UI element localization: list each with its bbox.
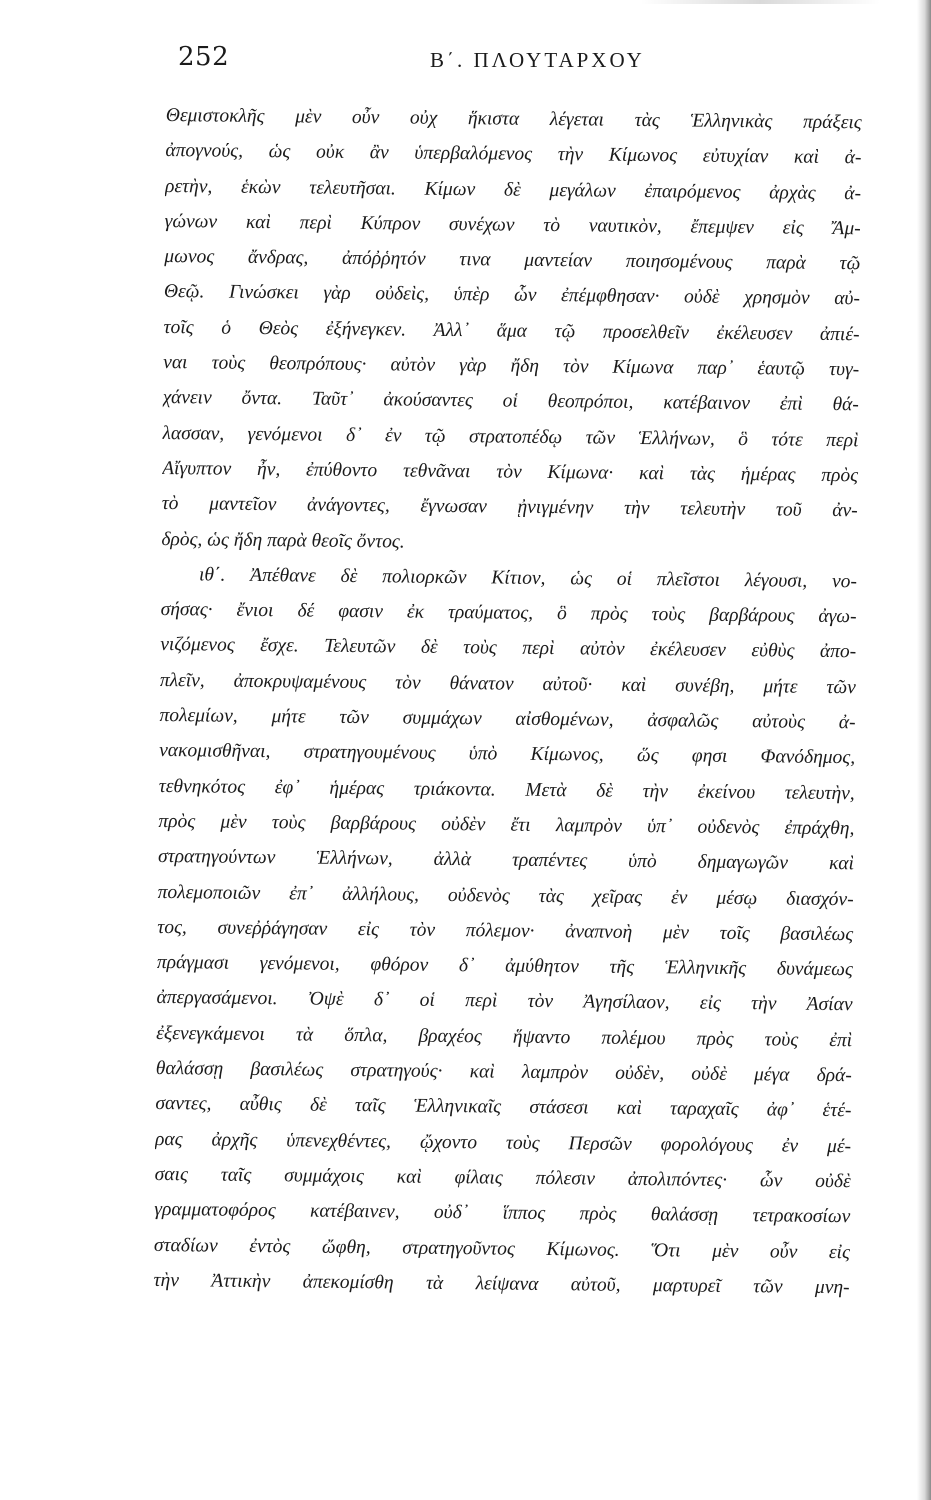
text-line: ναι τοὺς θεοπρόπους· αὐτὸν γὰρ ἤδη τὸν Κίμωνα παρ᾽ ἑαυτῷ τυγ-: [163, 352, 860, 381]
text-line: γραμματοφόρος κατέβαινεν, οὐδ᾽ ἵππος πρὸς θαλάσσῃ τετρακοσίων: [154, 1199, 851, 1228]
text-line: σήσας· ἔνιοι δέ φασιν ἐκ τραύματος, ὃ πρὸς τοὺς βαρβάρους ἀγω-: [160, 599, 857, 628]
text-line: πλεῖν, ἀποκρυψαμένους τὸν θάνατον αὐτοῦ· καὶ συνέβη, μήτε τῶν: [159, 669, 856, 699]
text-line: τοῖς ὁ Θεὸς ἐξήνεγκεν. Ἀλλ᾽ ἅμα τῷ προσελθεῖν ἐκέλευσεν ἀπιέ-: [163, 316, 860, 346]
text-line: σταδίων ἐντὸς ὤφθη, στρατηγοῦντος Κίμωνος. Ὅτι μὲν οὖν εἰς: [153, 1234, 851, 1263]
text-line: πολεμίων, μήτε τῶν συμμάχων αἰσθομένων, ἀσφαλῶς αὐτοὺς ἀ-: [159, 705, 856, 734]
text-line: τεθνηκότος ἐφ᾽ ἡμέρας τριάκοντα. Μετὰ δὲ τὴν ἐκείνου τελευτὴν,: [158, 775, 855, 804]
text-line: ἀπεργασάμενοι. Ὀψὲ δ᾽ οἱ περὶ τὸν Ἀγησίλαον, εἰς τὴν Ἀσίαν: [156, 987, 853, 1016]
text-line: στρατηγούντων Ἑλλήνων, ἀλλὰ τραπέντες ὑπὸ δημαγωγῶν καὶ: [157, 846, 855, 875]
page-header: [178, 42, 868, 82]
text-line: τὴν Ἀττικὴν ἀπεκομίσθη τὰ λείψανα αὐτοῦ, μαρτυρεῖ τῶν μνη-: [153, 1269, 850, 1299]
section-start-line: ιθ΄. Ἀπέθανε δὲ πολιορκῶν Κίτιον, ὡς οἱ πλεῖστοι λέγουσι, νο-: [198, 564, 858, 593]
text-line: Αἴγυπτον ἦν, ἐπύθοντο τεθνᾶναι τὸν Κίμωνα· καὶ τὰς ἡμέρας πρὸς: [162, 457, 859, 487]
text-line: τος, συνεῤῥάγησαν εἰς τὸν πόλεμον· ἀναπνοὴ μὲν τοῖς βασιλέως: [157, 916, 854, 946]
text-line: νιζόμενος ἔσχε. Τελευτῶν δὲ τοὺς περὶ αὐτὸν ἐκέλευσεν εὐθὺς ἀπο-: [160, 634, 857, 663]
text-line: ἐξενεγκάμενοι τὰ ὅπλα, βραχέος ἥψαντο πολέμου πρὸς τοὺς ἐπὶ: [156, 1022, 853, 1051]
text-line: σαντες, αὖθις δὲ ταῖς Ἑλληνικαῖς στάσεσι καὶ ταραχαῖς ἀφ᾽ ἑτέ-: [155, 1093, 852, 1122]
text-line: δρὸς, ὡς ἤδη παρὰ θεοῖς ὄντος.: [161, 528, 405, 553]
text-line: πράγμασι γενόμενοι, φθόρον δ᾽ ἀμύθητον τῆς Ἑλληνικῆς δυνάμεως: [156, 952, 854, 981]
text-line: μωνος ἄνδρας, ἀπόῤῥητόν τινα μαντείαν ποιησομένους παρὰ τῷ: [164, 246, 861, 275]
text-line: γώνων καὶ περὶ Κύπρον συνέχων τὸ ναυτικὸν, ἔπεμψεν εἰς Ἄμ-: [164, 210, 861, 240]
scan-artifact: [640, 0, 880, 4]
text-line: ἀπογνούς, ὡς οὐκ ἂν ὑπερβαλόμενος τὴν Κίμωνος εὐτυχίαν καὶ ἀ-: [165, 140, 862, 169]
text-line: θαλάσσῃ βασιλέως στρατηγούς· καὶ λαμπρὸν οὐδὲν, οὐδὲ μέγα δρά-: [155, 1057, 852, 1087]
running-head: Β΄. ΠΛΟΥΤΑΡΧΟΥ: [430, 48, 645, 72]
text-line: τὸ μαντεῖον ἀνάγοντες, ἔγνωσαν ᾐνιγμένην τὴν τελευτὴν τοῦ ἀν-: [161, 493, 858, 522]
body-text: [153, 98, 862, 1305]
text-line: πρὸς μὲν τοὺς βαρβάρους οὐδὲν ἔτι λαμπρὸν ὑπ᾽ οὐδενὸς ἐπράχθη,: [158, 810, 855, 840]
text-line: Θεῷ. Γινώσκει γὰρ οὐδεὶς, ὑπὲρ ὧν ἐπέμφθησαν· οὐδὲ χρησμὸν αὐ-: [163, 281, 861, 310]
text-line: Θεμιστοκλῆς μὲν οὖν οὐχ ἥκιστα λέγεται τὰς Ἑλληνικὰς πράξεις: [165, 104, 862, 134]
text-line: χάνειν ὄντα. Ταῦτ᾽ ἀκούσαντες οἱ θεοπρόποι, κατέβαινον ἐπὶ θά-: [162, 387, 859, 416]
text-line: πολεμοποιῶν ἐπ᾽ ἀλλήλους, οὐδενὸς τὰς χεῖρας ἐν μέσῳ διασχόν-: [157, 881, 854, 910]
text-line: σαις ταῖς συμμάχοις καὶ φίλαις πόλεσιν ἀπολιπόντες· ὧν οὐδὲ: [154, 1163, 851, 1193]
text-line: ρας ἀρχῆς ὑπενεχθέντες, ᾤχοντο τοὺς Περσῶν φορολόγους ἐν μέ-: [154, 1128, 852, 1157]
text-line: λασσαν, γενόμενοι δ᾽ ἐν τῷ στρατοπέδῳ τῶν Ἑλλήνων, ὃ τότε περὶ: [162, 422, 859, 451]
text-line: νακομισθῆναι, στρατηγουμένους ὑπὸ Κίμωνος, ὥς φησι Φανόδημος,: [159, 740, 856, 769]
text-line: ρετὴν, ἑκὼν τελευτῆσαι. Κίμων δὲ μεγάλων ἐπαιρόμενος ἀρχὰς ἀ-: [164, 175, 862, 204]
page-number: 252: [178, 42, 230, 72]
page-edge-shadow: [917, 0, 931, 1500]
